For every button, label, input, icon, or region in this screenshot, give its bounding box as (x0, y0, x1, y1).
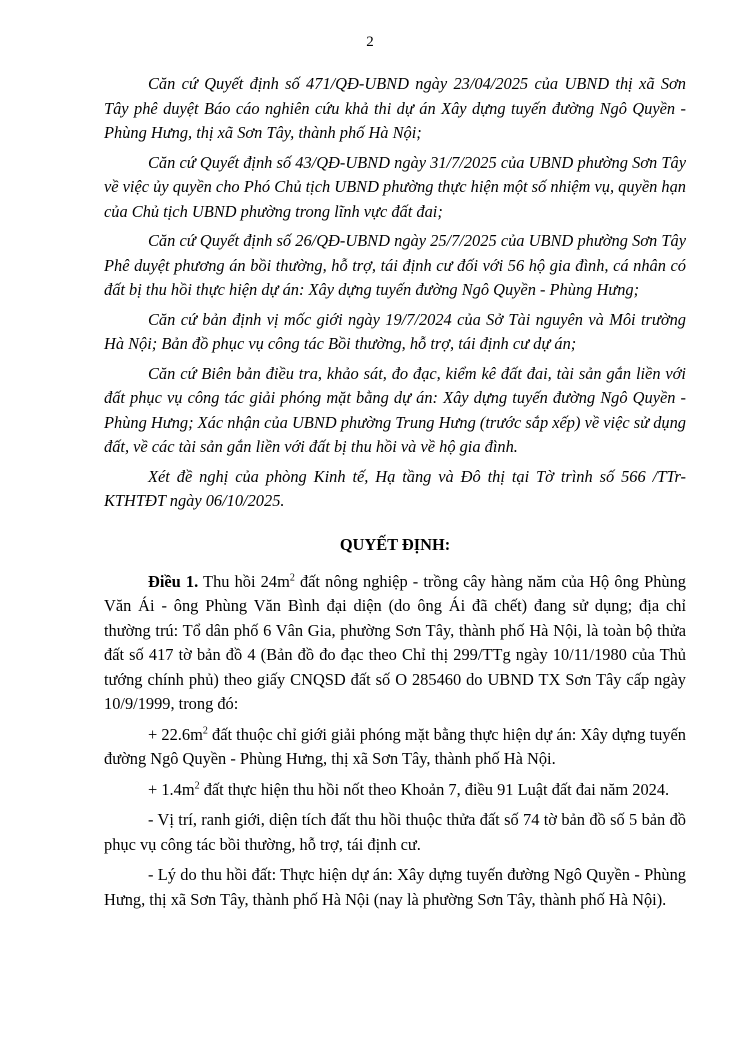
item-area-gpmb (104, 723, 686, 772)
item-1-text-b: đất thuộc chỉ giới giải phóng mặt bằng thực hiện dự án: Xây dựng tuyến đường Ngô Quyền - Phùng Hưng, thị xã Sơn Tây, thành phố Hà Nội. (104, 724, 686, 768)
item-area-remaining (104, 778, 686, 803)
article-1-label: Điều 1. (148, 571, 199, 591)
area-unit-superscript: 2 (289, 572, 295, 584)
document-body (104, 72, 686, 918)
decision-title: QUYẾT ĐỊNH: (339, 534, 451, 554)
preamble-paragraph-6: Xét đề nghị của phòng Kinh tế, Hạ tầng và Đô thị tại Tờ trình số 566 /TTr-KTHTĐT ngày 06/10/2025. (104, 466, 686, 510)
preamble-paragraph-4: Căn cứ bản định vị mốc giới ngày 19/7/2024 của Sở Tài nguyên và Môi trường Hà Nội; Bản đồ phục vụ công tác Bồi thường, hỗ trợ, tái định cư dự án; (104, 309, 686, 353)
article-1-text-a: Thu hồi 24m (198, 571, 290, 591)
article-1 (104, 570, 686, 717)
item-1-text-a: + 22.6m (148, 724, 203, 744)
preamble-paragraph-1: Căn cứ Quyết định số 471/QĐ-UBND ngày 23/04/2025 của UBND thị xã Sơn Tây phê duyệt Báo cáo nghiên cứu khả thi dự án Xây dựng tuyến đường Ngô Quyền - Phùng Hưng, thị xã Sơn Tây, thành phố Hà Nội; (104, 74, 686, 142)
item-2-text-b: đất thực hiện thu hồi nốt theo Khoản 7, điều 91 Luật đất đai năm 2024. (199, 779, 670, 799)
preamble-paragraph-5: Căn cứ Biên bản điều tra, khảo sát, đo đạc, kiểm kê đất đai, tài sản gắn liền với đất phục vụ công tác giải phóng mặt bằng dự án: Xây dựng tuyến đường Ngô Quyền - Phùng Hưng; Xác nhận của UBND phường Trung Hưng (trước sắp xếp) về việc sử dụng đất, về các tài sản gắn liền với đất bị thu hồi và về hộ gia đình. (104, 363, 686, 456)
item-1-superscript: 2 (202, 725, 208, 737)
item-2-text-a: + 1.4m (148, 779, 195, 799)
article-1-text-b: đất nông nghiệp - trồng cây hàng năm của Hộ ông Phùng Văn Ái - ông Phùng Văn Bình đại diện (do ông Ái đã chết) đang sử dụng; địa chỉ thường trú: Tổ dân phố 6 Vân Gia, phường Sơn Tây, thành phố Hà Nội, là toàn bộ thửa đất số 417 tờ bản đồ 4 (Bản đồ đo đạc theo Chỉ thị 299/TTg ngày 10/11/1980 của Thủ tướng chính phủ) theo giấy CNQSD đất số O 285460 do UBND TX Sơn Tây cấp ngày 10/9/1999, trong đó: (104, 571, 687, 713)
preamble-paragraph-3: Căn cứ Quyết định số 26/QĐ-UBND ngày 25/7/2025 của UBND phường Sơn Tây Phê duyệt phương án bồi thường, hỗ trợ, tái định cư đối với 56 hộ gia đình, cá nhân có đất bị thu hồi thực hiện dự án: Xây dựng tuyến đường Ngô Quyền - Phùng Hưng; (104, 231, 686, 299)
page-number: 2 (366, 34, 374, 50)
item-reason: - Lý do thu hồi đất: Thực hiện dự án: Xây dựng tuyến đường Ngô Quyền - Phùng Hưng, thị xã Sơn Tây, thành phố Hà Nội (nay là phường Sơn Tây, thành phố Hà Nội). (104, 865, 686, 909)
item-location: - Vị trí, ranh giới, diện tích đất thu hồi thuộc thửa đất số 74 tờ bản đồ số 5 bản đồ phục vụ công tác bồi thường, hỗ trợ, tái định cư. (104, 810, 686, 854)
preamble-paragraph-2: Căn cứ Quyết định số 43/QĐ-UBND ngày 31/7/2025 của UBND phường Sơn Tây về việc ủy quyền cho Phó Chủ tịch UBND phường thực hiện một số nhiệm vụ, quyền hạn của Chủ tịch UBND phường trong lĩnh vực đất đai; (104, 152, 686, 221)
item-2-superscript: 2 (194, 780, 200, 792)
